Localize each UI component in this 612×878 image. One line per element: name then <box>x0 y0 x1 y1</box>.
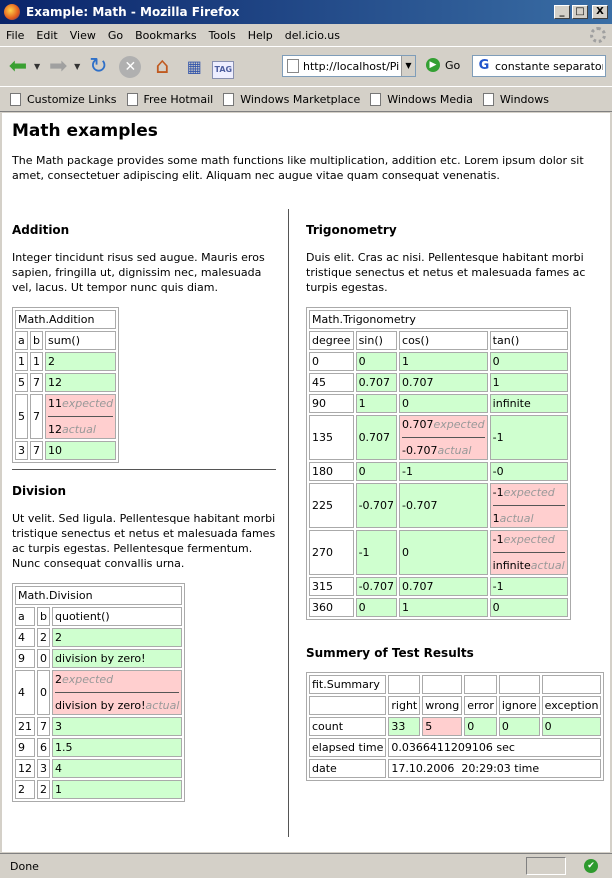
result-cell-passed: 0 <box>356 352 397 371</box>
expected-number: -1 <box>492 486 504 499</box>
expected-number: 0.707 <box>402 418 434 431</box>
bookmark-page-icon <box>223 93 234 106</box>
search-input[interactable] <box>495 60 603 73</box>
result-cell-passed: 1 <box>399 352 488 371</box>
forward-arrow-icon[interactable]: ➡ <box>48 54 68 79</box>
result-cell-passed: 0.707 <box>356 373 397 392</box>
cell-a: 21 <box>15 717 35 736</box>
search-bar[interactable] <box>472 55 606 77</box>
page-content <box>2 113 610 852</box>
forward-dropdown-icon[interactable]: ▼ <box>74 62 81 71</box>
expected-value <box>402 418 485 431</box>
home-icon[interactable]: ⌂ <box>155 54 170 79</box>
table-row <box>15 717 182 736</box>
actual-value <box>55 699 179 712</box>
table-row <box>309 415 568 460</box>
table-title: Math.Trigonometry <box>309 310 568 329</box>
expected-value <box>493 533 565 546</box>
expected-number: 11 <box>48 397 62 410</box>
bookmark-customize-links[interactable] <box>10 93 117 106</box>
result-cell-passed: -1 <box>399 462 488 481</box>
cell-degree: 270 <box>309 530 354 575</box>
cell-degree: 90 <box>309 394 354 413</box>
result-cell-passed: 2 <box>45 352 116 371</box>
result-cell-failed <box>52 670 182 715</box>
cell-a: 3 <box>15 441 28 460</box>
expected-value <box>55 673 179 686</box>
cell-a: 4 <box>15 628 35 647</box>
cell-b: 0 <box>37 649 50 668</box>
table-row <box>309 598 568 617</box>
actual-label: actual <box>62 423 96 436</box>
empty-cell <box>388 675 420 694</box>
firefox-icon <box>4 4 20 20</box>
table-row <box>309 394 568 413</box>
go-label: Go <box>445 58 461 72</box>
table-row <box>309 462 568 481</box>
bookmark-label: Free Hotmail <box>143 92 214 106</box>
result-cell-passed: 0.707 <box>356 415 397 460</box>
bookmark-label: Windows Marketplace <box>240 92 361 106</box>
result-cell-passed: -0 <box>490 462 568 481</box>
table-row <box>15 373 116 392</box>
empty-cell <box>422 675 462 694</box>
cell-b: 7 <box>30 394 43 439</box>
table-row <box>309 483 568 528</box>
actual-number: 1 <box>492 512 500 525</box>
result-cell-passed: -1 <box>490 577 568 596</box>
result-cell-passed: 0 <box>490 352 568 371</box>
title-bar <box>0 0 612 24</box>
result-cell-passed: -0.707 <box>356 483 397 528</box>
cell-a: 12 <box>15 759 35 778</box>
column-header: b <box>37 607 50 626</box>
result-cell-passed: division by zero! <box>52 649 182 668</box>
table-row <box>309 530 568 575</box>
result-cell-failed <box>45 394 116 439</box>
tag-button[interactable]: TAG <box>212 61 234 79</box>
actual-number: 12 <box>48 423 62 436</box>
result-cell-passed: -1 <box>490 415 568 460</box>
menu-edit[interactable]: Edit <box>36 28 58 42</box>
result-cell-passed: 10 <box>45 441 116 460</box>
menu-file[interactable]: File <box>6 28 25 42</box>
result-cell-passed: 0.707 <box>399 373 488 392</box>
trigonometry-heading: Trigonometry <box>306 223 397 237</box>
throbber-icon <box>590 27 606 43</box>
column-header: error <box>464 696 497 715</box>
expected-number: -1 <box>492 533 504 546</box>
table-title: Math.Division <box>15 586 182 605</box>
result-cell-passed: 3 <box>52 717 182 736</box>
back-dropdown-icon[interactable]: ▼ <box>34 62 41 71</box>
column-header: sum() <box>45 331 116 350</box>
menu-go[interactable]: Go <box>107 28 124 42</box>
table-row <box>15 670 182 715</box>
result-cell-passed: 1.5 <box>52 738 182 757</box>
result-cell-passed: 0 <box>490 598 568 617</box>
count-exception: 0 <box>542 717 602 736</box>
url-dropdown-icon[interactable]: ▼ <box>401 56 415 76</box>
bookmark-windows[interactable] <box>483 93 549 106</box>
menu-view[interactable]: View <box>69 28 96 42</box>
result-cell-passed: 1 <box>399 598 488 617</box>
actual-number: division by zero! <box>55 699 146 712</box>
elapsed-time-value: 0.0366411209106 sec <box>388 738 601 757</box>
result-cell-passed: 0 <box>399 530 488 575</box>
table-row <box>15 759 182 778</box>
result-cell-passed: -1 <box>356 530 397 575</box>
result-cell-passed: infinite <box>490 394 568 413</box>
window-title: Example: Math - Mozilla Firefox <box>26 5 240 19</box>
addition-heading: Addition <box>12 223 70 237</box>
bookmarks-toolbar <box>0 86 612 112</box>
cell-b: 7 <box>37 717 50 736</box>
expected-value <box>493 486 565 499</box>
expected-actual-separator <box>55 692 179 693</box>
reload-icon[interactable]: ↻ <box>89 54 108 79</box>
back-arrow-icon[interactable]: ⬅ <box>8 54 28 79</box>
result-cell-passed: -0.707 <box>399 483 488 528</box>
result-cell-passed: -0.707 <box>356 577 397 596</box>
column-header: quotient() <box>52 607 182 626</box>
page-icon <box>287 59 299 73</box>
bookmark-windows-marketplace[interactable] <box>223 93 360 106</box>
actual-number: -0.707 <box>402 444 438 457</box>
table-row <box>15 628 182 647</box>
result-cell-passed: 4 <box>52 759 182 778</box>
column-header: cos() <box>399 331 488 350</box>
bookmark-page-icon <box>370 93 381 106</box>
expected-label: expected <box>62 673 114 686</box>
expected-number: 2 <box>55 673 62 686</box>
menu-delicious[interactable]: del.icio.us <box>284 28 340 42</box>
cell-a: 1 <box>15 352 28 371</box>
column-header: degree <box>309 331 354 350</box>
table-row <box>15 352 116 371</box>
bookmark-windows-media[interactable] <box>370 93 473 106</box>
expected-actual-separator <box>402 437 485 438</box>
table-row <box>15 780 182 799</box>
addition-table <box>12 307 119 463</box>
close-button[interactable]: X <box>592 5 608 19</box>
cell-b: 2 <box>37 628 50 647</box>
column-header: a <box>15 331 28 350</box>
cell-degree: 45 <box>309 373 354 392</box>
table-title: Math.Addition <box>15 310 116 329</box>
expected-label: expected <box>433 418 485 431</box>
table-row <box>309 373 568 392</box>
menu-bar <box>0 24 612 46</box>
column-header: ignore <box>499 696 540 715</box>
result-cell-passed: 0.707 <box>399 577 488 596</box>
actual-value <box>48 423 113 436</box>
count-wrong: 5 <box>422 717 462 736</box>
count-error: 0 <box>464 717 497 736</box>
result-cell-passed: 2 <box>52 628 182 647</box>
google-icon[interactable]: G <box>478 58 490 73</box>
left-column <box>12 209 276 802</box>
column-header: right <box>388 696 420 715</box>
bookmark-free-hotmail[interactable] <box>127 93 214 106</box>
column-header: b <box>30 331 43 350</box>
result-cell-failed <box>399 415 488 460</box>
menu-help[interactable]: Help <box>247 28 273 42</box>
result-cell-passed: 0 <box>356 598 397 617</box>
url-bar[interactable] <box>282 55 416 77</box>
page-title: Math examples <box>12 121 158 141</box>
trigonometry-table <box>306 307 571 620</box>
cell-a: 2 <box>15 780 35 799</box>
column-header: wrong <box>422 696 462 715</box>
status-panel <box>526 857 566 875</box>
bookmark-page-icon <box>483 93 494 106</box>
cell-b: 7 <box>30 373 43 392</box>
cell-degree: 315 <box>309 577 354 596</box>
url-input[interactable]: http://localhost/Pi <box>303 59 400 73</box>
delicious-icon[interactable]: ▦ <box>186 57 202 76</box>
checkmark-icon: ✔ <box>584 859 598 873</box>
minimize-button[interactable]: _ <box>554 5 570 19</box>
expected-actual-separator <box>48 416 113 417</box>
result-cell-passed: 1 <box>52 780 182 799</box>
cell-degree: 135 <box>309 415 354 460</box>
table-row <box>309 577 568 596</box>
date-value: 17.10.2006 20:29:03 time <box>388 759 601 778</box>
cell-b: 3 <box>37 759 50 778</box>
actual-value <box>493 512 565 525</box>
cell-b: 0 <box>37 670 50 715</box>
result-cell-passed: 1 <box>490 373 568 392</box>
column-header: a <box>15 607 35 626</box>
expected-actual-separator <box>493 505 565 506</box>
cell-b: 7 <box>30 441 43 460</box>
cell-a: 5 <box>15 394 28 439</box>
go-button[interactable] <box>426 58 460 72</box>
cell-a: 4 <box>15 670 35 715</box>
summary-table <box>306 672 604 781</box>
actual-value <box>402 444 485 457</box>
column-header: tan() <box>490 331 568 350</box>
actual-number: infinite <box>492 559 531 572</box>
menu-bookmarks[interactable]: Bookmarks <box>135 28 197 42</box>
expected-label: expected <box>503 486 555 499</box>
table-row <box>15 738 182 757</box>
trigonometry-text: Duis elit. Cras ac nisi. Pellentesque habitant morbi tristique senectus et netus et malesuada fames ac turpis egestas. <box>306 251 586 294</box>
cell-b: 6 <box>37 738 50 757</box>
status-bar <box>0 853 612 878</box>
count-right: 33 <box>388 717 420 736</box>
bookmark-label: Windows Media <box>387 92 473 106</box>
expected-label: expected <box>503 533 555 546</box>
column-divider <box>288 209 289 837</box>
navigation-toolbar <box>0 46 612 86</box>
cell-degree: 225 <box>309 483 354 528</box>
stop-icon[interactable]: ✕ <box>116 53 144 81</box>
expected-label: expected <box>62 397 114 410</box>
cell-a: 5 <box>15 373 28 392</box>
cell-b: 1 <box>30 352 43 371</box>
result-cell-passed: 0 <box>356 462 397 481</box>
result-cell-failed <box>490 483 568 528</box>
actual-label: actual <box>499 512 534 525</box>
empty-cell <box>542 675 602 694</box>
actual-label: actual <box>530 559 565 572</box>
actual-value <box>493 559 565 572</box>
column-header: exception <box>542 696 602 715</box>
bookmark-page-icon <box>127 93 138 106</box>
intro-text: The Math package provides some math functions like multiplication, addition etc. Lorem ipsum dolor sit amet, consectetuer adipiscing elit. Aliquam nec augue vitae quam consequat venenatis. <box>12 154 584 182</box>
elapsed-time-label: elapsed time <box>309 738 386 757</box>
cell-b: 2 <box>37 780 50 799</box>
bookmark-label: Windows <box>499 92 549 106</box>
actual-label: actual <box>145 699 180 712</box>
result-cell-failed <box>490 530 568 575</box>
cell-degree: 360 <box>309 598 354 617</box>
division-heading: Division <box>12 484 67 498</box>
cell-degree: 180 <box>309 462 354 481</box>
right-column <box>306 209 599 781</box>
expected-actual-separator <box>493 552 565 553</box>
expected-value <box>48 397 113 410</box>
table-row <box>15 394 116 439</box>
division-table <box>12 583 185 802</box>
date-label: date <box>309 759 386 778</box>
division-text: Ut velit. Sed ligula. Pellentesque habitant morbi tristique senectus et netus et malesuada fames ac turpis egestas. Pellentesque fermentum. Nunc consequat convallis urna. <box>12 512 276 570</box>
maximize-button[interactable]: □ <box>572 5 588 19</box>
table-title: fit.Summary <box>309 675 386 694</box>
cell-degree: 0 <box>309 352 354 371</box>
empty-cell <box>309 696 386 715</box>
summary-heading: Summery of Test Results <box>306 646 474 660</box>
table-row <box>15 649 182 668</box>
go-icon: ▶ <box>426 58 440 72</box>
section-divider <box>12 469 276 470</box>
status-text: Done <box>10 859 39 873</box>
table-row <box>309 352 568 371</box>
bookmark-label: Customize Links <box>27 92 117 106</box>
actual-label: actual <box>437 444 472 457</box>
menu-tools[interactable]: Tools <box>208 28 236 42</box>
result-cell-passed: 0 <box>399 394 488 413</box>
table-row <box>15 441 116 460</box>
count-ignore: 0 <box>499 717 540 736</box>
column-header: sin() <box>356 331 397 350</box>
count-label: count <box>309 717 386 736</box>
empty-cell <box>464 675 497 694</box>
result-cell-passed: 1 <box>356 394 397 413</box>
cell-a: 9 <box>15 738 35 757</box>
result-cell-passed: 12 <box>45 373 116 392</box>
addition-text: Integer tincidunt risus sed augue. Mauris eros sapien, fringilla ut, dignissim nec, malesuada vel, lacus. Ut tempor nunc quis diam. <box>12 251 265 294</box>
bookmark-page-icon <box>10 93 21 106</box>
empty-cell <box>499 675 540 694</box>
cell-a: 9 <box>15 649 35 668</box>
